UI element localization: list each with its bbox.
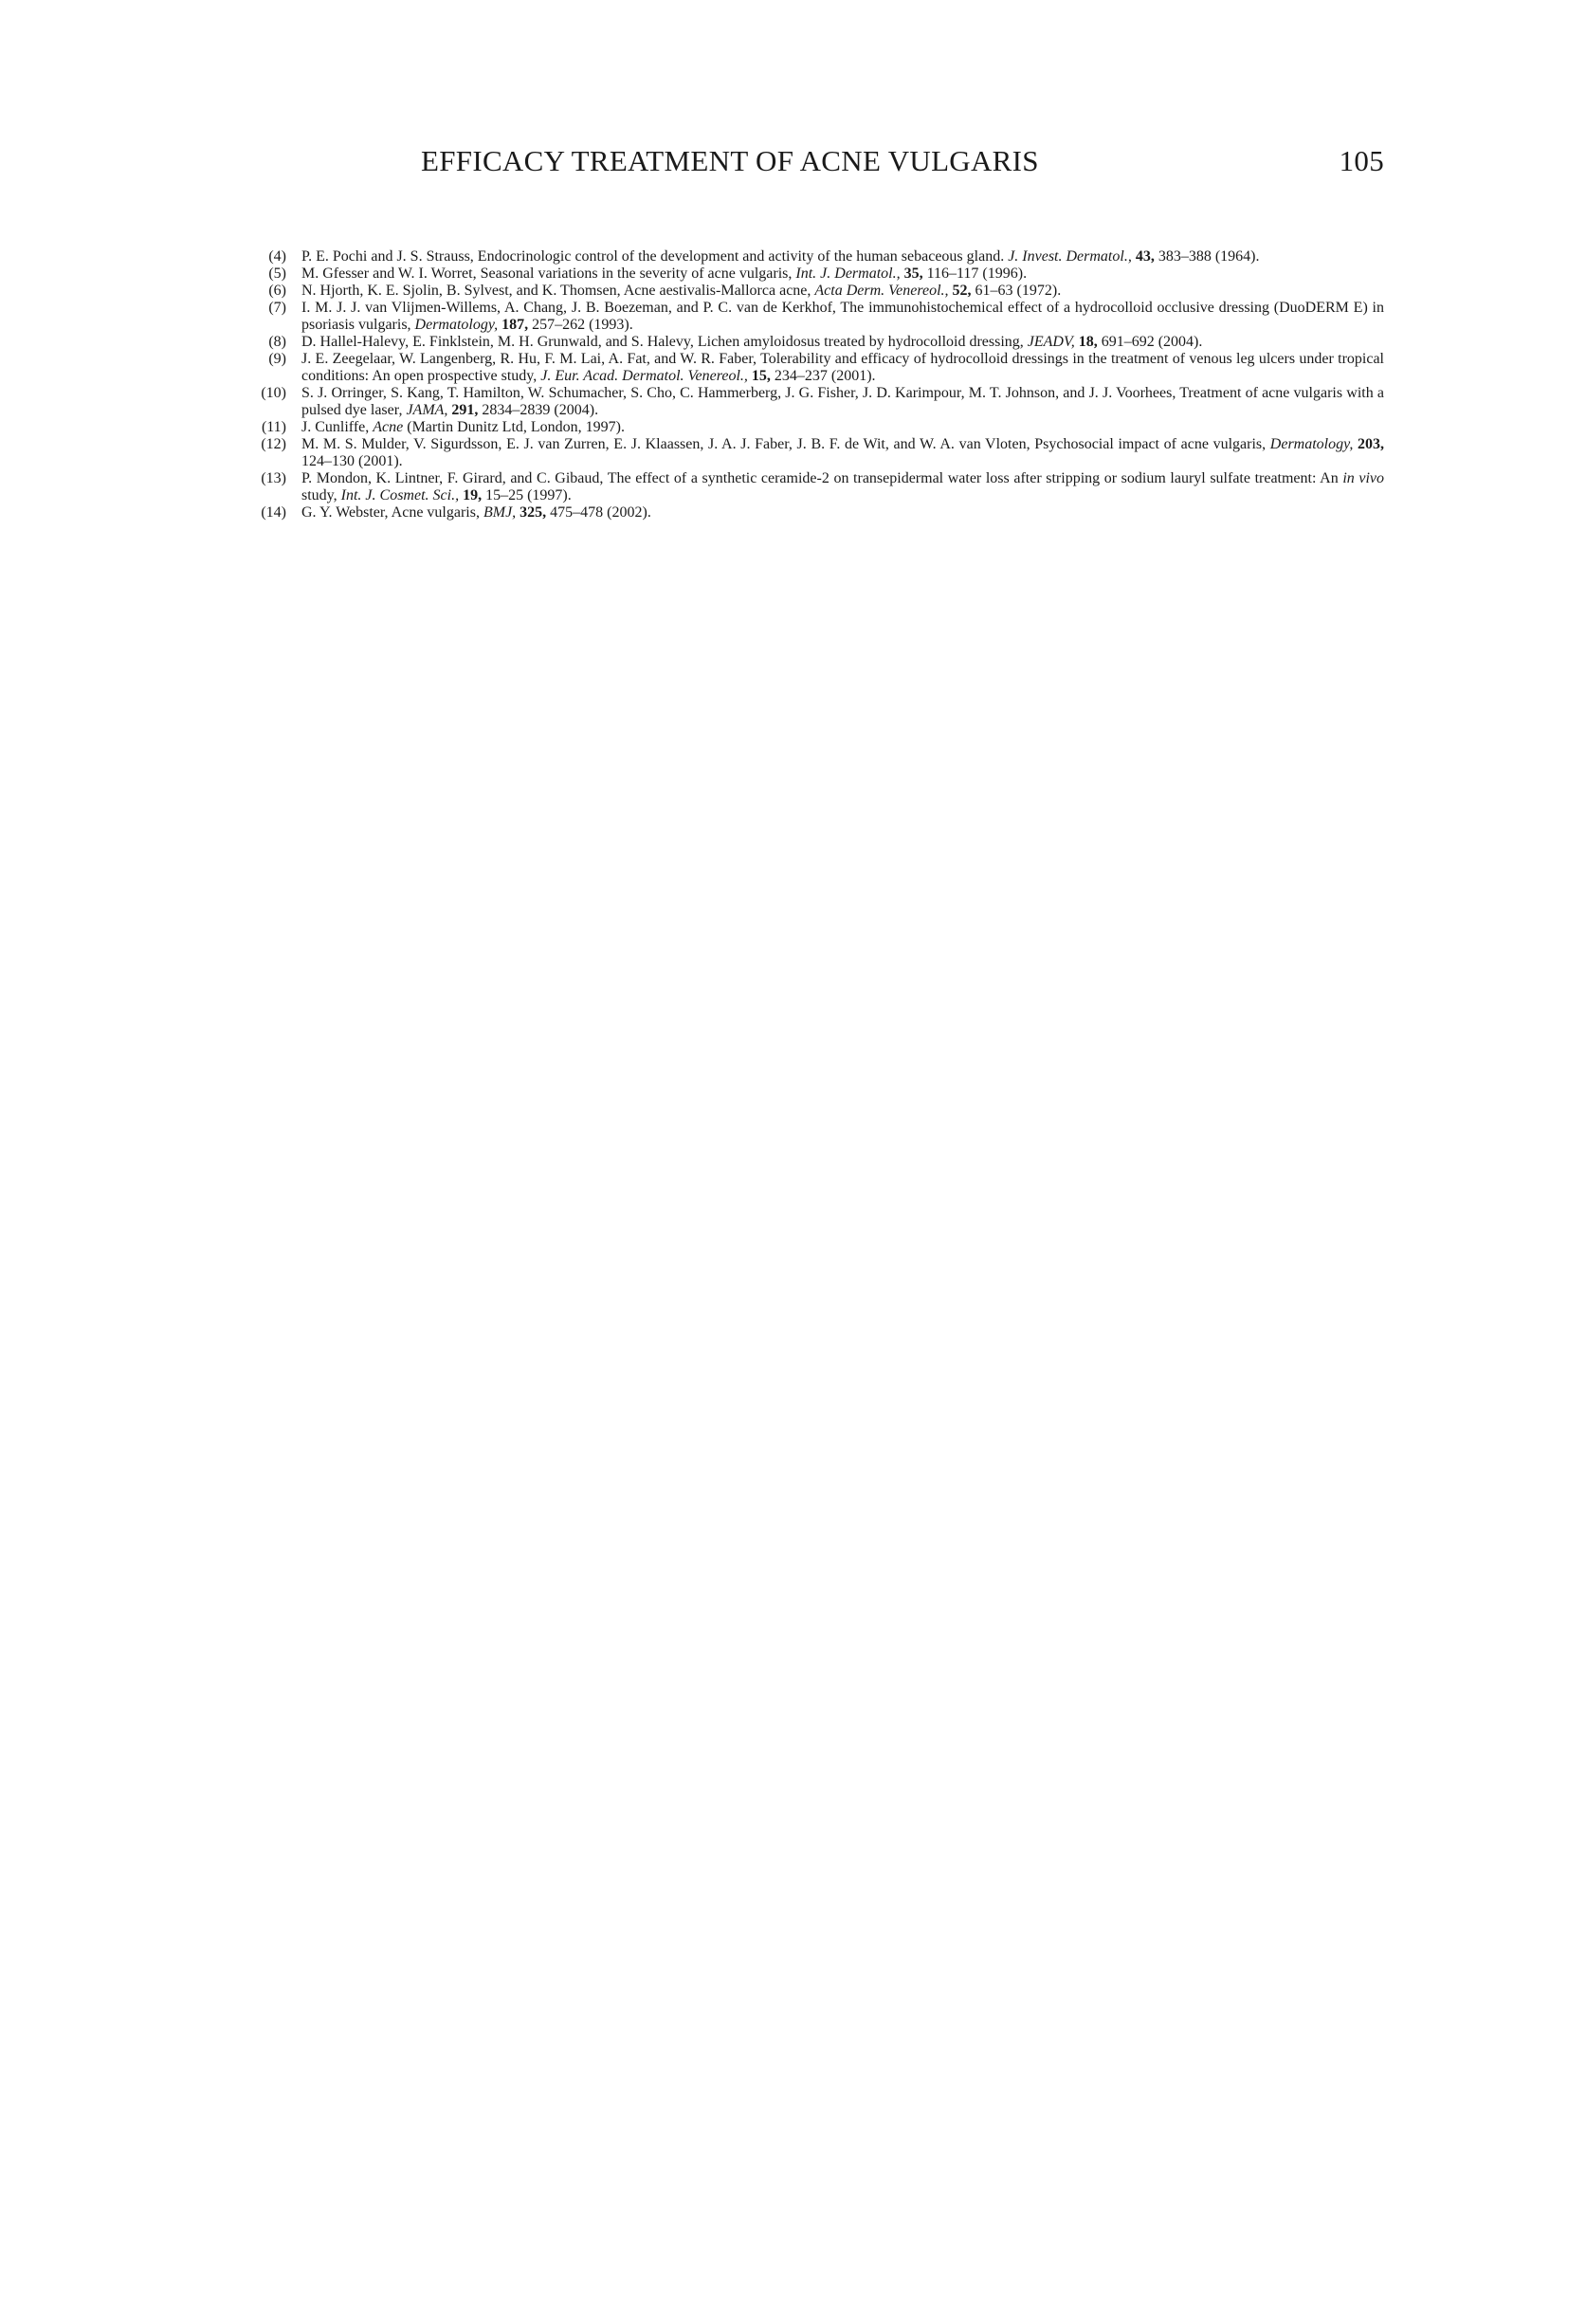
reference-item bbox=[235, 265, 1384, 283]
reference-authors-title: N. Hjorth, K. E. Sjolin, B. Sylvest, and K. Thomsen, Acne aestivalis-Mallorca acne, bbox=[301, 283, 811, 299]
reference-volume: 18, bbox=[1078, 334, 1098, 350]
reference-pages-year: 475–478 (2002). bbox=[550, 504, 651, 521]
reference-pages-year: 257–262 (1993). bbox=[532, 317, 633, 333]
reference-number: (5) bbox=[268, 265, 286, 282]
reference-authors-title: J. E. Zeegelaar, W. Langenberg, R. Hu, F. M. Lai, A. Fat, and W. R. Faber, Tolerability and efficacy of hydrocolloid dressings in the treatment of venous leg ulcers under tropical conditions: An open prospective study, bbox=[301, 351, 1384, 384]
reference-journal: JEADV, bbox=[1027, 334, 1075, 350]
reference-text bbox=[301, 419, 1384, 436]
reference-item bbox=[235, 385, 1384, 419]
reference-journal: Int. J. Dermatol., bbox=[795, 265, 901, 282]
reference-authors-title: M. M. S. Mulder, V. Sigurdsson, E. J. van Zurren, E. J. Klaassen, J. A. J. Faber, J. B. F. de Wit, and W. A. van Vloten, Psychosocial impact of acne vulgaris, bbox=[301, 436, 1267, 452]
reference-authors-title: M. Gfesser and W. I. Worret, Seasonal variations in the severity of acne vulgaris, bbox=[301, 265, 793, 282]
reference-text bbox=[301, 265, 1384, 283]
reference-item bbox=[235, 470, 1384, 504]
reference-item bbox=[235, 436, 1384, 470]
reference-authors-title: P. E. Pochi and J. S. Strauss, Endocrinologic control of the development and activity of the human sebaceous gland. bbox=[301, 248, 1005, 265]
reference-volume: 187, bbox=[501, 317, 529, 333]
reference-journal: Dermatology, bbox=[1269, 436, 1354, 452]
reference-pages-year: 61–63 (1972). bbox=[975, 283, 1062, 299]
reference-text bbox=[301, 436, 1384, 470]
reference-journal: J. Invest. Dermatol., bbox=[1008, 248, 1132, 265]
reference-authors-title: P. Mondon, K. Lintner, F. Girard, and C. Gibaud, The effect of a synthetic ceramide-2 on transepidermal water loss after stripping or sodium lauryl sulfate treatment: An bbox=[301, 470, 1339, 486]
reference-number: (10) bbox=[261, 385, 286, 401]
reference-italic-phrase: in vivo bbox=[1342, 470, 1385, 486]
reference-item bbox=[235, 334, 1384, 351]
reference-authors-title: G. Y. Webster, Acne vulgaris, bbox=[301, 504, 480, 521]
reference-pages-year: 2834–2839 (2004). bbox=[482, 402, 599, 418]
reference-volume: 52, bbox=[952, 283, 972, 299]
reference-journal: Acta Derm. Venereol., bbox=[814, 283, 949, 299]
reference-text bbox=[301, 385, 1384, 419]
reference-volume: 35, bbox=[903, 265, 923, 282]
running-title: EFFICACY TREATMENT OF ACNE VULGARIS bbox=[421, 144, 1039, 177]
reference-number: (14) bbox=[261, 504, 286, 521]
reference-volume: 203, bbox=[1358, 436, 1384, 452]
reference-volume: 43, bbox=[1135, 248, 1155, 265]
reference-journal: Dermatology, bbox=[414, 317, 499, 333]
reference-journal: J. Eur. Acad. Dermatol. Venereol., bbox=[540, 368, 748, 384]
running-header bbox=[235, 144, 1384, 182]
reference-number: (9) bbox=[268, 351, 286, 367]
reference-number: (4) bbox=[268, 248, 286, 265]
reference-number: (6) bbox=[268, 283, 286, 299]
reference-number: (12) bbox=[261, 436, 286, 452]
reference-authors-title: D. Hallel-Halevy, E. Finklstein, M. H. Grunwald, and S. Halevy, Lichen amyloidosus treated by hydrocolloid dressing, bbox=[301, 334, 1024, 350]
reference-item bbox=[235, 419, 1384, 436]
reference-volume: 15, bbox=[751, 368, 771, 384]
reference-authors-title: J. Cunliffe, bbox=[301, 419, 370, 435]
reference-text bbox=[301, 504, 1384, 522]
reference-text bbox=[301, 300, 1384, 334]
reference-item bbox=[235, 351, 1384, 385]
reference-text bbox=[301, 351, 1384, 385]
reference-text bbox=[301, 248, 1384, 265]
reference-volume: 291, bbox=[451, 402, 479, 418]
reference-authors-title: I. M. J. J. van Vlijmen-Willems, A. Chang, J. B. Boezeman, and P. C. van de Kerkhof, The immunohistochemical effect of a hydrocolloid occlusive dressing (DuoDERM E) in psoriasis vulgaris, bbox=[301, 300, 1384, 333]
reference-text bbox=[301, 470, 1384, 504]
reference-item bbox=[235, 504, 1384, 522]
reference-journal: Int. J. Cosmet. Sci., bbox=[340, 487, 460, 503]
reference-pages-year: 383–388 (1964). bbox=[1158, 248, 1260, 265]
reference-pages-year: (Martin Dunitz Ltd, London, 1997). bbox=[407, 419, 625, 435]
reference-pages-year: 124–130 (2001). bbox=[301, 453, 403, 469]
page-number: 105 bbox=[1339, 144, 1384, 177]
reference-journal: JAMA, bbox=[406, 402, 448, 418]
reference-volume: 19, bbox=[463, 487, 483, 503]
reference-item bbox=[235, 283, 1384, 300]
reference-item bbox=[235, 248, 1384, 265]
reference-journal: Acne bbox=[373, 419, 404, 435]
reference-pages-year: 15–25 (1997). bbox=[485, 487, 572, 503]
reference-text bbox=[301, 283, 1384, 300]
reference-volume: 325, bbox=[520, 504, 547, 521]
reference-journal: BMJ, bbox=[483, 504, 517, 521]
reference-list bbox=[235, 248, 1384, 522]
reference-number: (8) bbox=[268, 334, 286, 350]
reference-pages-year: 691–692 (2004). bbox=[1101, 334, 1203, 350]
reference-text bbox=[301, 334, 1384, 351]
reference-item bbox=[235, 300, 1384, 334]
reference-authors-title: S. J. Orringer, S. Kang, T. Hamilton, W. Schumacher, S. Cho, C. Hammerberg, J. G. Fisher, J. D. Karimpour, M. T. Johnson, and J. J. Voorhees, Treatment of acne vulgaris with a pulsed dye laser, bbox=[301, 385, 1384, 418]
reference-number: (11) bbox=[261, 419, 286, 435]
reference-pages-year: 234–237 (2001). bbox=[774, 368, 876, 384]
reference-number: (13) bbox=[261, 470, 286, 486]
reference-pages-year: 116–117 (1996). bbox=[926, 265, 1028, 282]
reference-authors-title-cont: study, bbox=[301, 487, 337, 503]
reference-number: (7) bbox=[268, 300, 286, 316]
